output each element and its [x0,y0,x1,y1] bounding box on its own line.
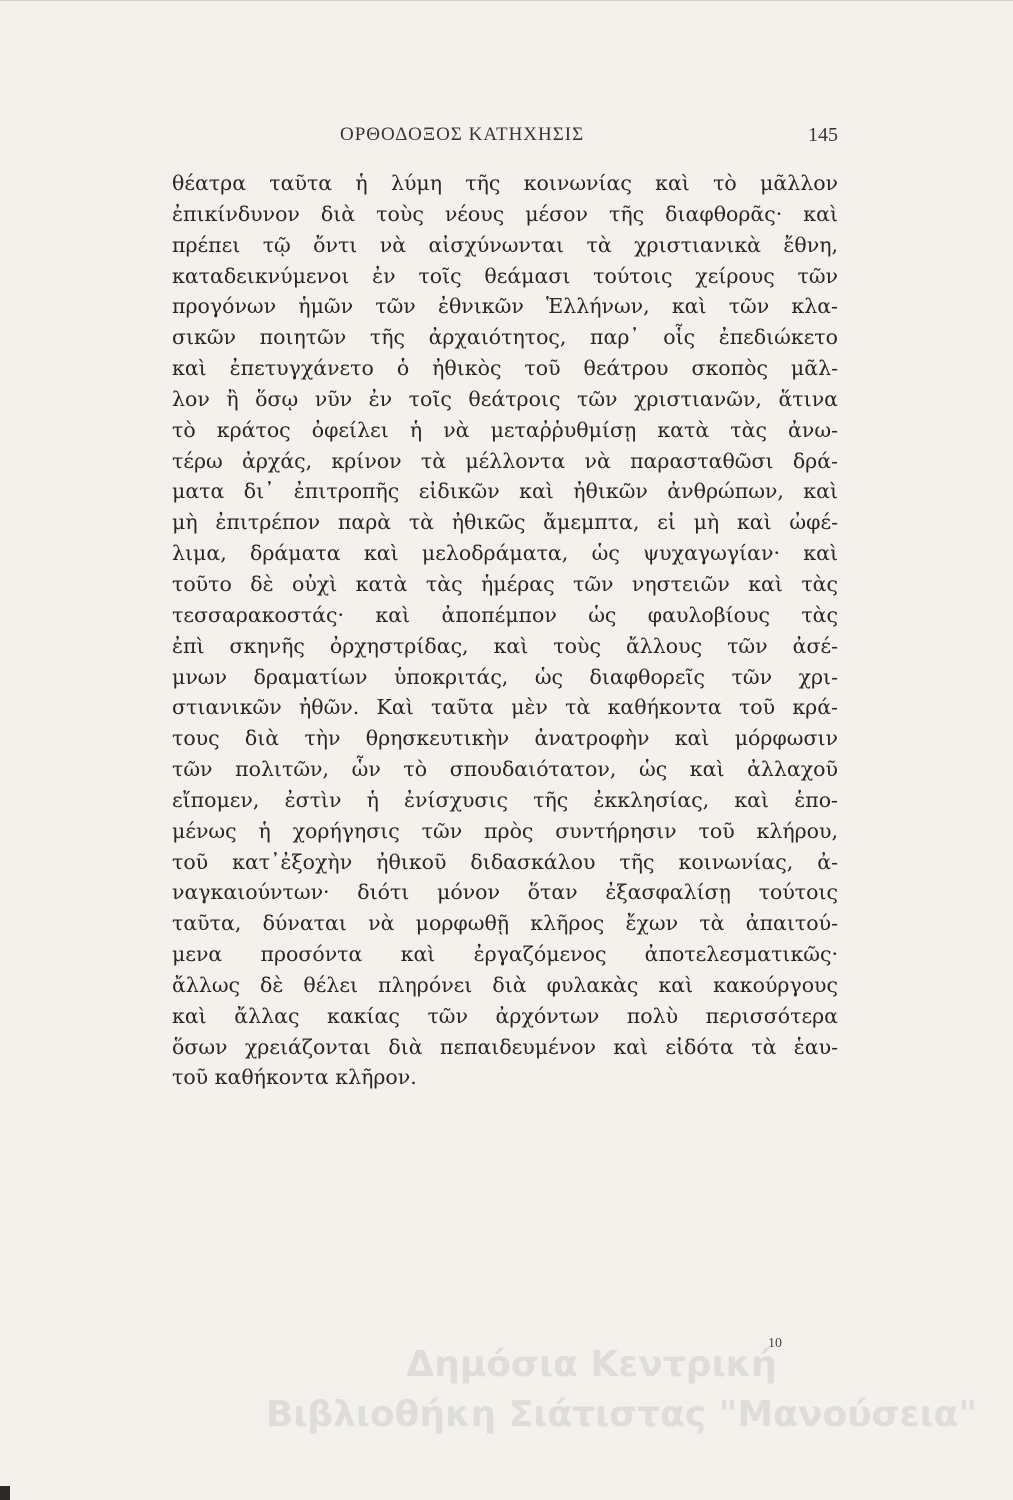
text-line: καὶ ἄλλας κακίας τῶν ἀρχόντων πολὺ περισσότερα [172,1003,838,1028]
text-line: ταῦτα, δύναται νὰ μορφωθῇ κλῆρος ἔχων τὰ ἀπαιτού- [172,911,838,936]
text-line: τοῦτο δὲ οὐχὶ κατὰ τὰς ἡμέρας τῶν νηστειῶν καὶ τὰς [172,571,838,596]
text-line: ὅσων χρειάζονται διὰ πεπαιδευμένον καὶ εἰδότα τὰ ἑαυ- [172,1034,838,1059]
text-line: μνων δραματίων ὑποκριτάς, ὡς διαφθορεῖς τῶν χρι- [172,664,838,689]
text-line: καταδεικνύμενοι ἐν τοῖς θεάμασι τούτοις χείρους τῶν [172,263,838,288]
text-line: πρέπει τῷ ὄντι νὰ αἰσχύνωνται τὰ χριστιανικὰ ἔθνη, [172,232,838,257]
text-line: τοῦ κατ᾽ἐξοχὴν ἠθικοῦ διδασκάλου τῆς κοινωνίας, ἀ- [172,849,838,874]
text-line: τους διὰ τὴν θρησκευτικὴν ἀνατροφὴν καὶ μόρφωσιν [172,726,838,751]
text-line: λιμα, δράματα καὶ μελοδράματα, ὡς ψυχαγωγίαν· καὶ [172,541,838,566]
text-line: θέατρα ταῦτα ἡ λύμη τῆς κοινωνίας καὶ τὸ μᾶλλον [172,171,838,195]
text-line: μένως ἡ χορήγησις τῶν πρὸς συντήρησιν τοῦ κλήρου, [172,818,838,843]
running-title: ΟΡΘΟΔΟΞΟΣ ΚΑΤΗΧΗΣΙΣ [340,124,585,145]
text-line: λον ἢ ὅσῳ νῦν ἐν τοῖς θεάτροις τῶν χριστιανῶν, ἅτινα [172,386,838,411]
text-line: μὴ ἐπιτρέπον παρὰ τὰ ἠθικῶς ἄμεμπτα, εἰ μὴ καὶ ὠφέ- [172,510,838,535]
text-line: σικῶν ποιητῶν τῆς ἀρχαιότητος, παρ᾽ οἷς ἐπεδιώκετο [172,325,838,350]
text-line: προγόνων ἡμῶν τῶν ἐθνικῶν Ἑλλήνων, καὶ τῶν κλα- [172,294,838,319]
body-text [172,168,838,1093]
page-number: 145 [808,124,838,146]
text-line: τέρω ἀρχάς, κρίνον τὰ μέλλοντα νὰ παρασταθῶσι δρά- [172,448,838,473]
library-watermark-line-1: Δημόσια Κεντρική [406,1344,777,1385]
text-line: καὶ ἐπετυγχάνετο ὁ ἠθικὸς τοῦ θεάτρου σκοπὸς μᾶλ- [172,356,838,381]
text-line: ματα δι᾽ ἐπιτροπῆς εἰδικῶν καὶ ἠθικῶν ἀνθρώπων, καὶ [172,479,838,504]
signature-mark: 10 [768,1336,782,1351]
text-line: στιανικῶν ἠθῶν. Καὶ ταῦτα μὲν τὰ καθήκοντα τοῦ κρά- [172,695,838,720]
text-line: ναγκαιούντων· διότι μόνον ὅταν ἐξασφαλίσῃ τούτοις [172,880,838,905]
text-line: ἄλλως δὲ θέλει πληρόνει διὰ φυλακὰς καὶ κακούργους [172,972,838,997]
text-line: ἐπὶ σκηνῆς ὀρχηστρίδας, καὶ τοὺς ἄλλους τῶν ἀσέ- [172,633,838,658]
text-line: μενα προσόντα καὶ ἐργαζόμενος ἀποτελεσματικῶς· [172,942,838,967]
text-line: τοῦ καθήκοντα κλῆρον. [172,1065,417,1090]
library-watermark-line-2: Βιβλιοθήκη Σιάτιστας "Μανούσεια" [265,1394,978,1435]
text-line: τεσσαρακοστάς· καὶ ἀποπέμπον ὡς φαυλοβίους τὰς [172,602,838,627]
text-line: τὸ κράτος ὀφείλει ἡ νὰ μεταῤῥυθμίσῃ κατὰ τὰς ἀνω- [172,417,838,442]
text-line: τῶν πολιτῶν, ὧν τὸ σπουδαιότατον, ὡς καὶ ἀλλαχοῦ [172,757,838,782]
text-line: εἴπομεν, ἐστὶν ἡ ἐνίσχυσις τῆς ἐκκλησίας, καὶ ἑπο- [172,787,838,812]
text-line: ἐπικίνδυνον διὰ τοὺς νέους μέσον τῆς διαφθορᾶς· καὶ [172,201,838,226]
scan-corner-mark [0,1486,10,1500]
running-head [0,124,1013,154]
